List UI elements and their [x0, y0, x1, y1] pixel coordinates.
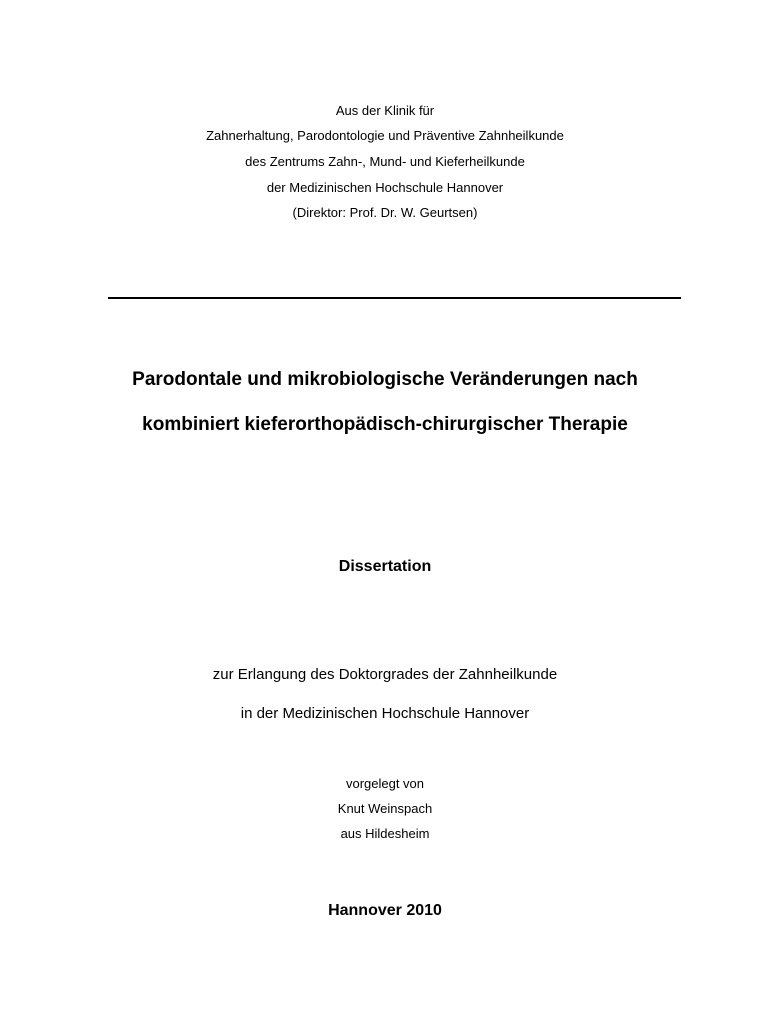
header-clinic-line: Aus der Klinik für	[335, 103, 435, 118]
purpose-line-1: zur Erlangung des Doktorgrades der Zahnheilkunde	[212, 666, 558, 683]
document-type: Dissertation	[338, 558, 432, 575]
thesis-title-line-2: kombiniert kieferorthopädisch-chirurgischer Therapie	[142, 414, 628, 435]
header-divider	[108, 297, 681, 299]
author-name: Knut Weinspach	[337, 801, 433, 816]
header-director-line: (Direktor: Prof. Dr. W. Geurtsen)	[292, 205, 478, 220]
header-university-line: der Medizinischen Hochschule Hannover	[266, 180, 504, 195]
header-department-line: Zahnerhaltung, Parodontologie und Präventive Zahnheilkunde	[206, 128, 564, 143]
presented-by-label: vorgelegt von	[345, 776, 425, 791]
thesis-title-line-1: Parodontale und mikrobiologische Veränderungen nach	[132, 369, 638, 390]
header-center-line: des Zentrums Zahn-, Mund- und Kieferheilkunde	[245, 154, 525, 169]
purpose-line-2: in der Medizinischen Hochschule Hannover	[240, 705, 530, 722]
place-year: Hannover 2010	[328, 902, 442, 919]
author-origin: aus Hildesheim	[340, 826, 430, 841]
